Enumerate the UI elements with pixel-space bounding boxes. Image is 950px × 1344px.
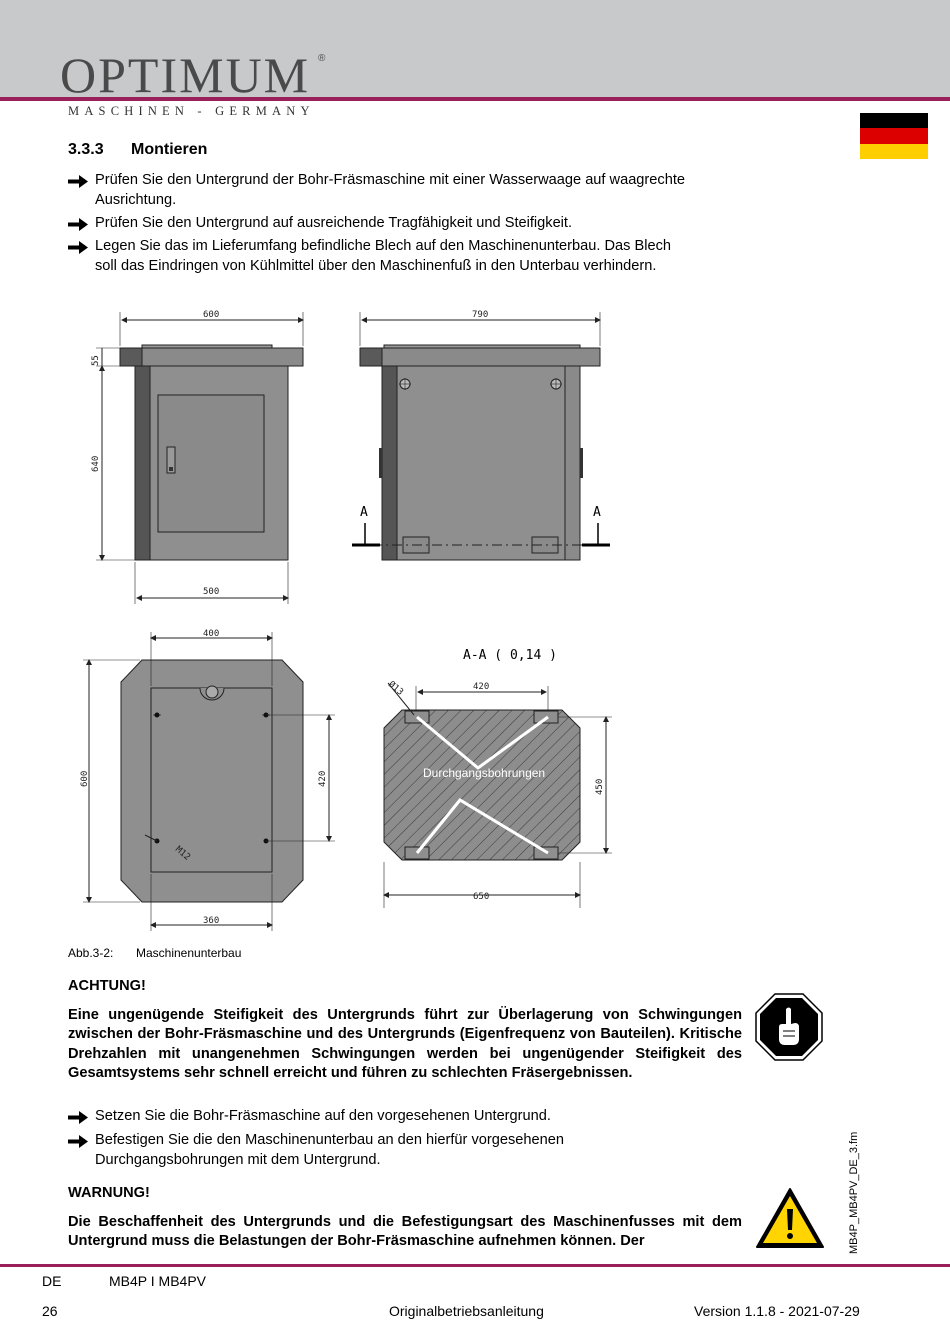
brand-tagline: MASCHINEN - GERMANY [68,104,315,118]
dim-front-height: 640 [91,455,101,472]
section-mark-right: A [593,505,601,520]
arrow-right-icon [68,1131,95,1170]
footer-accent-line [0,1264,950,1267]
step-text: soll das Eindringen von Kühlmittel über den Maschinenfuß in den Unterbau verhindern. [95,257,657,274]
arrow-right-icon [68,171,95,210]
step-text: Ausrichtung. [95,191,177,208]
section-title: A-A ( 0,14 ) [463,648,557,663]
dim-front-width: 600 [203,310,220,320]
dim-front-base: 500 [203,587,220,597]
step-text: Prüfen Sie den Untergrund der Bohr-Fräsmaschine mit einer Wasserwaage auf waagrechte [95,172,685,188]
step-text: Befestigen Sie die den Maschinenunterbau an den hierfür vorgesehenen [95,1132,564,1148]
callout-through-holes: Durchgangsbohrungen [423,766,546,780]
caption-text: Maschinenunterbau [136,946,242,960]
brand-logo: OPTIMUM [60,47,311,103]
front-view [96,312,303,604]
german-flag-icon [860,113,928,159]
attention-text: Eine ungenügende Steifigkeit des Untergrunds führt zur Überlagerung von Schwingungen zwischen der Bohr-Fräsmaschine und des Untergrunds (Eigenfrequenz von Bauteilen). Kritische Drehzahlen mit unangenehmen Schwingungen werden bei ungenügender Steifigkeit des Gesamtsystems sehr schnell erreicht und führen zu schlechten Fräsergebnissen. [68,1007,742,1081]
section-number: 3.3.3 [68,141,104,158]
machine-base-drawing [0,295,640,926]
instruction-step [68,237,758,276]
side-view [352,312,610,560]
section-title: Montieren [131,141,208,158]
instruction-step [68,1131,758,1170]
section-view [384,683,612,908]
dim-hole-diameter: Ø13 [386,679,405,698]
dim-front-top-height: 55 [91,355,101,366]
dim-top-depth: 600 [80,770,90,787]
warning-heading: WARNUNG! [68,1185,150,1201]
dim-top-width: 400 [203,629,220,639]
footer-document: Originalbetriebsanleitung [389,1303,544,1319]
step-text: Durchgangsbohrungen mit dem Untergrund. [95,1151,381,1168]
step-text: Prüfen Sie den Untergrund auf ausreichende Tragfähigkeit und Steifigkeit. [95,215,573,231]
top-view [83,632,335,931]
dim-section-width: 650 [473,892,490,902]
page-number: 26 [42,1303,58,1319]
dim-section-holes: 420 [473,682,490,692]
warning-triangle-icon [755,1187,825,1249]
warning-text: Die Beschaffenheit des Untergrunds und die Befestigungsart des Maschinenfusses mit dem Untergrund muss die Belastungen der Bohr-Fräsmaschine aufnehmen können. Der [68,1214,742,1250]
footer-language: DE [42,1273,62,1289]
section-heading [68,141,207,159]
instruction-step [68,214,758,238]
dim-top-bottom: 360 [203,916,220,926]
arrow-right-icon [68,214,95,238]
step-text: Legen Sie das im Lieferumfang befindliche Blech auf den Maschinenunterbau. Das Blech [95,238,672,254]
arrow-right-icon [68,237,95,276]
dim-top-holes: 420 [318,770,328,787]
footer-models: MB4P I MB4PV [109,1273,207,1289]
attention-heading: ACHTUNG! [68,978,146,994]
step-text: Setzen Sie die Bohr-Fräsmaschine auf den vorgesehenen Untergrund. [95,1108,551,1124]
instruction-step [68,171,758,210]
file-name-label: MB4P_MB4PV_DE_3.fm [848,1131,860,1254]
dim-thread: M12 [173,844,192,863]
stop-hand-icon [755,993,823,1061]
registered-mark: ® [318,53,326,64]
dim-section-height: 450 [595,778,605,795]
dim-side-width: 790 [472,310,489,320]
section-mark-left: A [360,505,368,520]
figure-caption [68,946,241,960]
caption-number: Abb.3-2: [68,946,114,960]
footer-version: Version 1.1.8 - 2021-07-29 [694,1303,860,1319]
arrow-right-icon [68,1107,95,1131]
instruction-step [68,1107,758,1131]
